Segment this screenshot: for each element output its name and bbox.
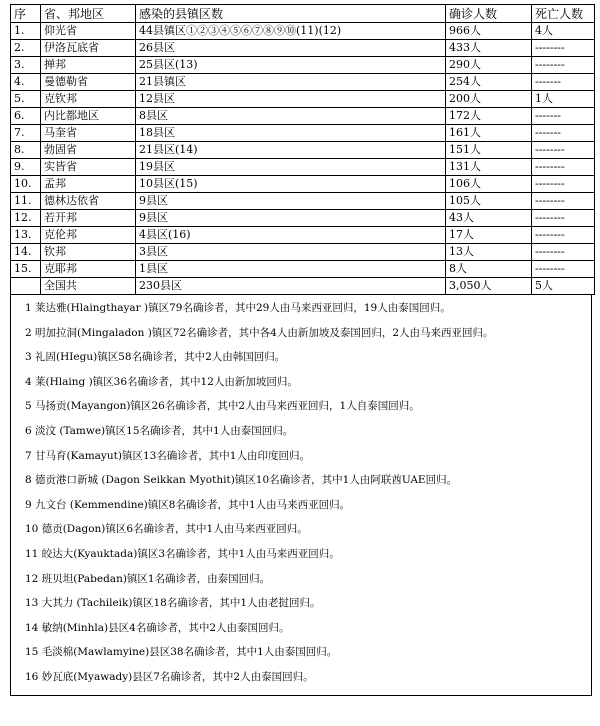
header-townships: 感染的县镇区数 [136, 5, 446, 23]
footnote-item: 6 淡汶 (Tamwe)镇区15名确诊者，其中1人由泰国回归。 [25, 424, 294, 437]
row-region: 克伦邦 [41, 227, 136, 244]
row-index: 13. [11, 227, 41, 244]
row-deaths: ------- [532, 125, 595, 142]
header-deaths: 死亡人数 [532, 5, 595, 23]
covid-cases-table [10, 4, 595, 295]
table-header-row [11, 5, 595, 23]
footnote-item: 3 礼固(HIegu)镇区58名确诊者，其中2人由韩国回归。 [25, 351, 286, 364]
row-index: 3. [11, 57, 41, 74]
header-region: 省、邦地区 [41, 5, 136, 23]
row-region: 伊洛瓦底省 [41, 40, 136, 57]
row-deaths: -------- [532, 159, 595, 176]
row-townships: 10县区(15) [136, 176, 446, 193]
row-townships: 9县区 [136, 210, 446, 227]
row-confirmed: 131人 [446, 159, 532, 176]
row-region: 全国共 [41, 278, 136, 295]
row-index: 2. [11, 40, 41, 57]
table-row [11, 57, 595, 74]
row-confirmed: 106人 [446, 176, 532, 193]
table-total-row [11, 278, 595, 295]
row-deaths: ------- [532, 74, 595, 91]
row-townships: 230县区 [136, 278, 446, 295]
row-confirmed: 17人 [446, 227, 532, 244]
footnote-item: 2 明加拉洞(Mingaladon )镇区72名确诊者，其中各4人由新加坡及泰国回归，2人由马来西亚回归。 [25, 326, 494, 339]
row-confirmed: 13人 [446, 244, 532, 261]
row-townships: 19县区 [136, 159, 446, 176]
footnote-item: 8 德贡港口新城 (Dagon Seikkan Myothit)镇区10名确诊者，其中1人由阿联酋UAE回归。 [25, 474, 458, 487]
row-confirmed: 290人 [446, 57, 532, 74]
row-index [11, 278, 41, 295]
document [10, 4, 594, 696]
row-townships: 8县区 [136, 108, 446, 125]
row-deaths: 1人 [532, 91, 595, 108]
row-deaths: -------- [532, 176, 595, 193]
row-deaths: ------- [532, 108, 595, 125]
row-index: 12. [11, 210, 41, 227]
footnote-item: 7 甘马育(Kamayut)镇区13名确诊者，其中1人由印度回归。 [25, 449, 310, 462]
footnote-item: 4 莱(Hlaing )镇区36名确诊者，其中12人由新加坡回归。 [25, 375, 298, 388]
row-deaths: -------- [532, 193, 595, 210]
table-row [11, 23, 595, 40]
row-index: 11. [11, 193, 41, 210]
row-index: 14. [11, 244, 41, 261]
row-index: 7. [11, 125, 41, 142]
row-deaths: -------- [532, 210, 595, 227]
table-row [11, 159, 595, 176]
table-row [11, 142, 595, 159]
row-region: 勃固省 [41, 142, 136, 159]
table-row [11, 193, 595, 210]
header-confirmed: 确诊人数 [446, 5, 532, 23]
footnote-item: 13 大其力 (Tachileik)镇区18名确诊者，其中1人由老挝回归。 [25, 597, 321, 610]
row-index: 15. [11, 261, 41, 278]
table-row [11, 244, 595, 261]
row-index: 6. [11, 108, 41, 125]
footnote-item: 1 莱达雅(Hlaingthayar )镇区79名确诊者，其中29人由马来西亚回归，19人由泰国回归。 [25, 302, 451, 314]
row-townships: 9县区 [136, 193, 446, 210]
row-confirmed: 200人 [446, 91, 532, 108]
table-row [11, 108, 595, 125]
row-region: 钦邦 [41, 244, 136, 261]
row-deaths: -------- [532, 261, 595, 278]
row-deaths: -------- [532, 227, 595, 244]
row-townships: 26县区 [136, 40, 446, 57]
row-region: 马奎省 [41, 125, 136, 142]
header-index: 序 [11, 5, 41, 23]
table-row [11, 125, 595, 142]
footnote-item: 10 德贡(Dagon)镇区6名确诊者，其中1人由马来西亚回归。 [25, 523, 308, 536]
row-deaths: 5人 [532, 278, 595, 295]
row-index: 1. [11, 23, 41, 40]
row-index: 9. [11, 159, 41, 176]
row-confirmed: 254人 [446, 74, 532, 91]
row-region: 克钦邦 [41, 91, 136, 108]
row-townships: 18县区 [136, 125, 446, 142]
table-row [11, 261, 595, 278]
row-townships: 21县镇区 [136, 74, 446, 91]
row-confirmed: 172人 [446, 108, 532, 125]
row-deaths: -------- [532, 244, 595, 261]
row-region: 克耶邦 [41, 261, 136, 278]
row-townships: 44县镇区①②③④⑤⑥⑦⑧⑨⑩(11)(12) [136, 23, 446, 40]
table-row [11, 91, 595, 108]
footnotes [10, 295, 592, 696]
table-row [11, 227, 595, 244]
table-row [11, 74, 595, 91]
row-region: 曼德勒省 [41, 74, 136, 91]
row-confirmed: 161人 [446, 125, 532, 142]
row-deaths: -------- [532, 40, 595, 57]
table-row [11, 40, 595, 57]
table-row [11, 210, 595, 227]
row-region: 实皆省 [41, 159, 136, 176]
row-townships: 3县区 [136, 244, 446, 261]
row-index: 10. [11, 176, 41, 193]
table-row [11, 176, 595, 193]
row-region: 孟邦 [41, 176, 136, 193]
footnote-item: 15 毛淡棉(Mawlamyine)县区38名确诊者，其中1人由泰国回归。 [25, 646, 338, 659]
row-region: 内比都地区 [41, 108, 136, 125]
row-index: 5. [11, 91, 41, 108]
footnote-item: 16 妙瓦底(Myawady)县区7名确诊者，其中2人由泰国回归。 [25, 670, 314, 683]
row-deaths: -------- [532, 142, 595, 159]
row-confirmed: 8人 [446, 261, 532, 278]
row-region: 德林达依省 [41, 193, 136, 210]
footnote-item: 12 班贝坦(Pabedan)镇区1名确诊者，由泰国回归。 [25, 572, 271, 585]
row-confirmed: 151人 [446, 142, 532, 159]
row-townships: 21县区(14) [136, 142, 446, 159]
row-townships: 1县区 [136, 261, 446, 278]
row-confirmed: 105人 [446, 193, 532, 210]
footnote-item: 14 敏纳(Minhla)县区4名确诊者，其中2人由泰国回归。 [25, 621, 290, 634]
row-region: 掸邦 [41, 57, 136, 74]
row-deaths: -------- [532, 57, 595, 74]
row-townships: 25县区(13) [136, 57, 446, 74]
row-confirmed: 3,050人 [446, 278, 532, 295]
row-confirmed: 966人 [446, 23, 532, 40]
row-confirmed: 433人 [446, 40, 532, 57]
footnote-item: 9 九文台 (Kemmendine)镇区8名确诊者，其中1人由马来西亚回归。 [25, 498, 351, 511]
row-region: 仰光省 [41, 23, 136, 40]
row-region: 若开邦 [41, 210, 136, 227]
row-index: 8. [11, 142, 41, 159]
row-townships: 4县区(16) [136, 227, 446, 244]
row-index: 4. [11, 74, 41, 91]
footnote-item: 11 皎达大(Kyauktada)镇区3名确诊者，其中1人由马来西亚回归。 [25, 547, 340, 560]
row-deaths: 4人 [532, 23, 595, 40]
footnote-item: 5 马扬贡(Mayangon)镇区26名确诊者，其中2人由马来西亚回归，1人自泰国回归。 [25, 400, 420, 413]
row-townships: 12县区 [136, 91, 446, 108]
row-confirmed: 43人 [446, 210, 532, 227]
